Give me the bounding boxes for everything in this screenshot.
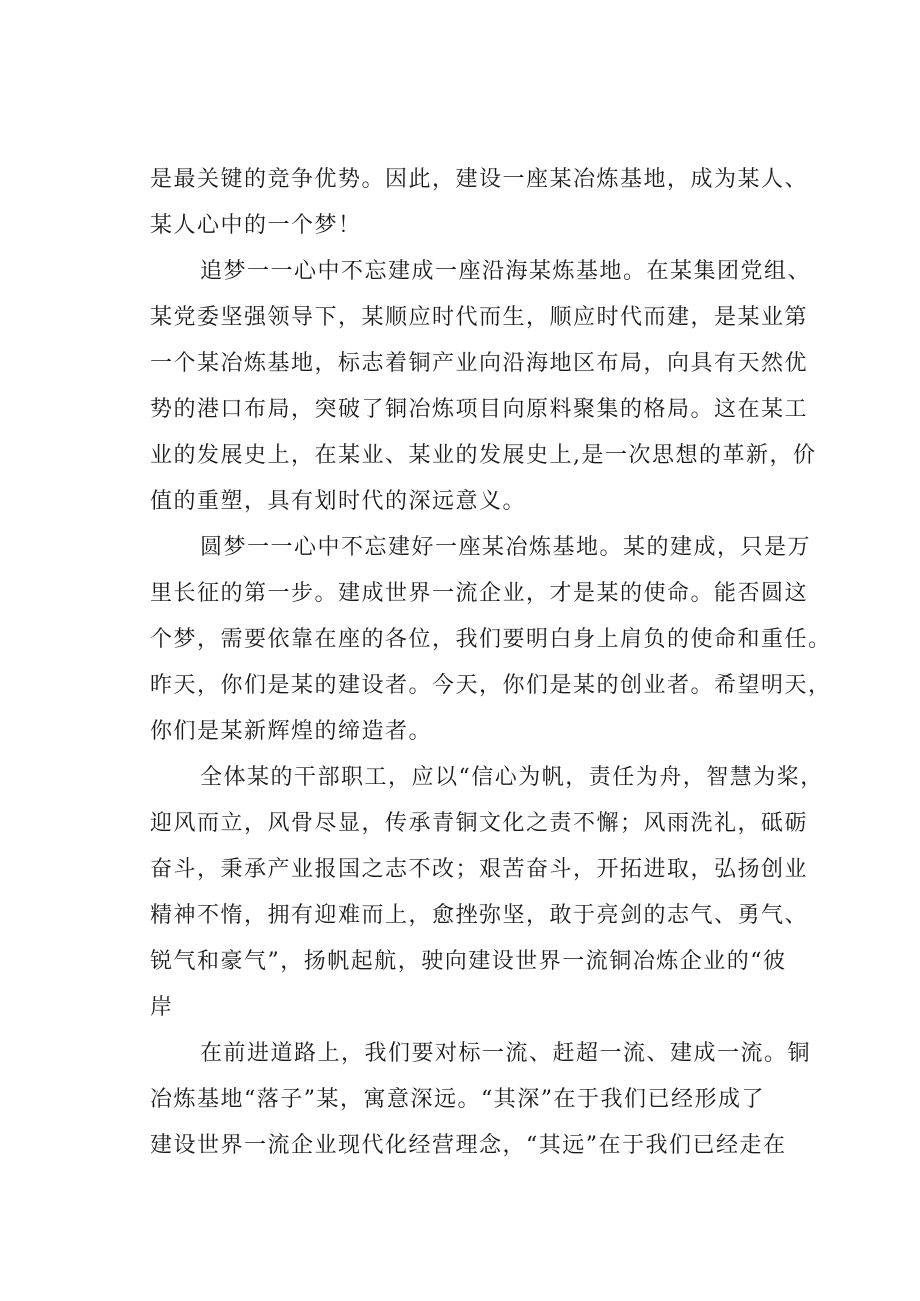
paragraph [150, 755, 824, 1031]
paragraph-line: 是最关键的竞争优势。因此，建设一座某冶炼基地，成为某人、 [150, 167, 809, 192]
paragraph-line: 里长征的第一步。建成世界一流企业，才是某的使命。能否圆这 [150, 581, 809, 606]
paragraph-line: 冶炼基地“落子”某，寓意深远。“其深”在于我们已经形成了 [150, 1087, 765, 1112]
paragraph-line: 你们是某新辉煌的缔造者。 [150, 719, 433, 744]
paragraph-line: 势的港口布局，突破了铜冶炼项目向原料聚集的格局。这在某工 [150, 397, 809, 422]
paragraph-line: 在前进道路上，我们要对标一流、赶超一流、建成一流。铜 [200, 1041, 812, 1066]
paragraph-line: 业的发展史上，在某业、某业的发展史上,是一次思想的革新，价 [150, 443, 817, 468]
paragraph-line: 某人心中的一个梦！ [150, 213, 362, 238]
paragraph-line: 值的重塑，具有划时代的深远意义。 [150, 489, 527, 514]
paragraph-line: 岸 [150, 995, 174, 1020]
paragraph-line: 迎风而立，风骨尽显，传承青铜文化之责不懈；风雨洗礼，砥砺 [150, 811, 809, 836]
paragraph [150, 157, 812, 249]
document-body [150, 157, 832, 1169]
paragraph-line: 追梦一一心中不忘建成一座沿海某炼基地。在某集团党组、 [200, 259, 812, 284]
paragraph-line: 圆梦一一心中不忘建好一座某冶炼基地。某的建成，只是万 [200, 535, 812, 560]
paragraph [150, 1031, 812, 1169]
paragraph-line: 建设世界一流企业现代化经营理念，“其远”在于我们已经走在 [150, 1133, 787, 1158]
paragraph-line: 个梦，需要依靠在座的各位，我们要明白身上肩负的使命和重任。 [150, 627, 832, 652]
paragraph-line: 昨天，你们是某的建设者。今天，你们是某的创业者。希望明天， [150, 673, 832, 698]
paragraph-line: 精神不惰，拥有迎难而上，愈挫弥坚，敢于亮剑的志气、勇气、 [150, 903, 809, 928]
paragraph-line: 全体某的干部职工，应以“信心为帆，责任为舟，智慧为桨， [200, 765, 824, 790]
paragraph-line: 某党委坚强领导下，某顺应时代而生，顺应时代而建，是某业第 [150, 305, 809, 330]
paragraph [150, 525, 832, 755]
paragraph-line: 一个某冶炼基地，标志着铜产业向沿海地区布局，向具有天然优 [150, 351, 809, 376]
paragraph-line: 锐气和豪气”，扬帆起航，驶向建设世界一流铜冶炼企业的“彼 [150, 949, 787, 974]
paragraph-line: 奋斗，秉承产业报国之志不改；艰苦奋斗，开拓进取，弘扬创业 [150, 857, 809, 882]
paragraph [150, 249, 817, 525]
